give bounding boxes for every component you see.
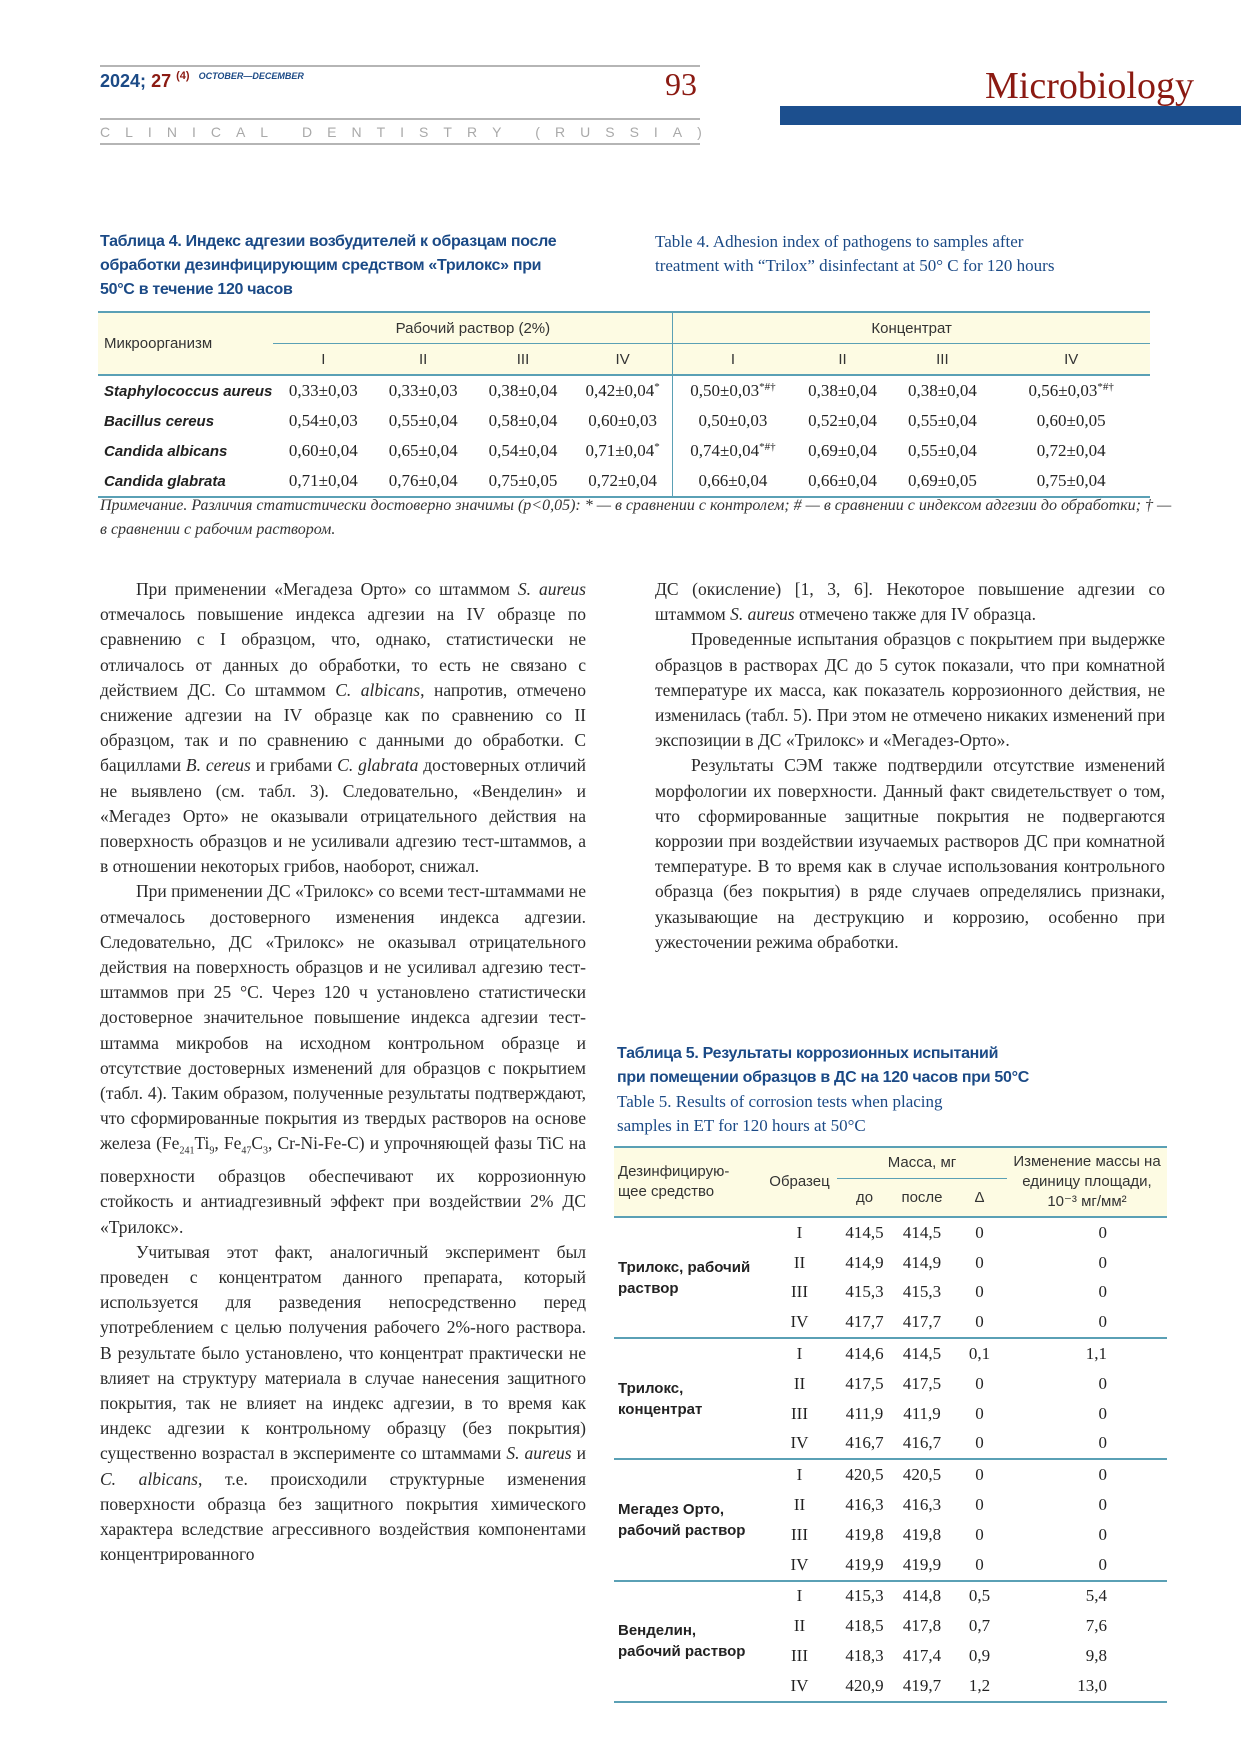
mass-change-per-area: 0 xyxy=(1098,1282,1107,1302)
mass-delta: 0,9 xyxy=(968,1646,991,1666)
col-header-agent: Дезинфицирую-щее средство xyxy=(614,1147,762,1217)
adhesion-value: 0,72±0,04 xyxy=(1036,441,1106,460)
mass-before: 414,9 xyxy=(845,1252,884,1272)
adhesion-value: 0,54±0,03 xyxy=(288,411,358,430)
header-top-rule xyxy=(100,65,700,67)
mass-before: 414,6 xyxy=(837,1338,892,1369)
journal-name xyxy=(100,124,702,140)
sample-id: II xyxy=(793,1616,806,1636)
adhesion-value: 0,75±0,05 xyxy=(488,471,558,490)
paragraph: ДС (окисление) [1, 3, 6]. Некоторое повышение адгезии со штаммом S. aureus отмечено также для IV образца. xyxy=(655,579,1165,625)
table-row xyxy=(98,406,1150,436)
sample-id: III xyxy=(791,1646,808,1666)
mass-after: 416,3 xyxy=(902,1495,942,1515)
sample-id: IV xyxy=(790,1312,809,1332)
mass-change-per-area: 0 xyxy=(1098,1312,1107,1332)
caption-line: 50°C в течение 120 часов xyxy=(100,281,293,298)
journal-letter: I xyxy=(653,124,658,140)
header-bottom-rule xyxy=(100,143,700,145)
sample-id: I xyxy=(762,1581,837,1612)
left-column xyxy=(100,577,586,1567)
journal-letter xyxy=(283,124,287,140)
mass-after: 414,5 xyxy=(892,1338,952,1369)
journal-letter: A xyxy=(235,124,246,140)
organism-name: Candida glabrata xyxy=(104,472,226,490)
adhesion-value: 0,38±0,04 xyxy=(488,381,558,400)
col-header-after: после xyxy=(892,1179,952,1217)
mass-after: 414,9 xyxy=(902,1252,942,1272)
organism-name: Candida albicans xyxy=(104,442,228,460)
adhesion-value: 0,75±0,04 xyxy=(1036,471,1106,490)
sample-id: III xyxy=(791,1282,808,1302)
significance-mark: *#† xyxy=(759,441,776,453)
journal-letter: L xyxy=(260,124,269,140)
mass-before: 415,3 xyxy=(845,1282,884,1302)
mass-change-per-area: 1,1 xyxy=(1007,1338,1167,1369)
mass-after: 417,7 xyxy=(902,1312,942,1332)
journal-letter: C xyxy=(100,124,111,140)
mass-before: 417,7 xyxy=(845,1312,884,1332)
mass-before: 416,3 xyxy=(845,1495,884,1515)
mass-delta: 0,7 xyxy=(968,1616,991,1636)
col-header-change: Изменение массы на единицу площади, 10⁻³ мг/мм² xyxy=(1007,1147,1167,1217)
journal-letter: S xyxy=(629,124,639,140)
adhesion-value: 0,55±0,04 xyxy=(907,411,977,430)
organism-name: Staphylococcus aureus xyxy=(104,382,273,400)
adhesion-value: 0,55±0,04 xyxy=(388,411,458,430)
table4-caption-ru xyxy=(100,230,556,302)
adhesion-value: 0,65±0,04 xyxy=(388,441,458,460)
mass-after: 419,9 xyxy=(902,1554,942,1574)
group-header-concentrate: Концентрат xyxy=(673,312,1150,344)
sample-id: IV xyxy=(790,1675,809,1695)
significance-mark: *#† xyxy=(1097,381,1114,393)
journal-letter: ( xyxy=(535,124,540,140)
sample-id: III xyxy=(791,1403,808,1423)
adhesion-value: 0,42±0,04* xyxy=(585,381,660,400)
mass-after: 420,5 xyxy=(892,1459,952,1490)
adhesion-value: 0,60±0,05 xyxy=(1036,411,1106,430)
caption-line: samples in ET for 120 hours at 50°C xyxy=(617,1116,866,1135)
journal-letter: S xyxy=(419,124,429,140)
paragraph: При применении «Мегадеза Орто» со штаммом S. aureus отмечалось повышение индекса адгезии на IV образце по сравнению с I образцом, что, однако, статистически не отличалось от данных до обработки, то есть не связано с действием ДС. Со штаммом C. albicans, напротив, отмечено снижение адгезии на IV образце как по сравнению со II образцом, так и по сравнению с данными до обработки. С бациллами B. cereus и грибами C. glabrata достоверных отличий не выявлено (см. табл. 3). Следовательно, «Венделин» и «Мегадез Орто» не оказывали отрицательного действия на поверхность образцов и не усиливали адгезию тест-штаммов, а в отношении некоторых грибов, наоборот, снижал. xyxy=(100,579,586,877)
adhesion-value: 0,74±0,04*#† xyxy=(673,436,793,466)
mass-before: 419,8 xyxy=(845,1524,884,1544)
table4-caption-en xyxy=(655,230,1054,278)
paragraph: Учитывая этот факт, аналогичный эксперимент был проведен с концентратом данного препарата, который используется для разведения непосредственно перед употреблением с целью получения рабочего 2%-ного раствора. В результате было установлено, что концентрат практически не влияет на структуру материала в случае нанесения защитного покрытия, так не влияет на индекс адгезии, в то время как индекс адгезии к контрольному образцу (без покрытия) существенно возрастал в эксперименте со штаммами S. aureus и C. albicans, т.е. происходили структурные изменения поверхности образца без защитного покрытия химического характера вследствие агрессивного воздействия компонентами концентрированного xyxy=(100,1241,586,1565)
mass-delta: 0 xyxy=(975,1222,984,1242)
journal-letter: T xyxy=(443,124,452,140)
issue-info xyxy=(100,70,304,92)
mass-after: 416,7 xyxy=(902,1433,942,1453)
adhesion-value: 0,71±0,04* xyxy=(585,441,660,460)
mass-delta: 0 xyxy=(975,1252,984,1272)
journal-letter: I xyxy=(191,124,196,140)
sample-header: II xyxy=(373,344,473,376)
table-row xyxy=(98,466,1150,497)
mass-change-per-area: 5,4 xyxy=(1007,1581,1167,1612)
adhesion-value: 0,50±0,03 xyxy=(673,406,793,436)
adhesion-value: 0,72±0,04 xyxy=(588,471,658,490)
journal-letter: A xyxy=(672,124,683,140)
mass-before: 416,7 xyxy=(845,1433,884,1453)
table5-caption xyxy=(617,1042,1029,1138)
right-column xyxy=(655,577,1165,955)
sample-id: IV xyxy=(790,1554,809,1574)
mass-after: 417,5 xyxy=(902,1373,942,1393)
mass-before: 415,3 xyxy=(837,1581,892,1612)
adhesion-value: 0,71±0,04 xyxy=(288,471,358,490)
mass-after: 415,3 xyxy=(902,1282,942,1302)
sample-header: I xyxy=(273,344,373,376)
journal-letter: N xyxy=(351,124,362,140)
sample-id: I xyxy=(796,1222,803,1242)
sample-header: III xyxy=(892,344,992,376)
adhesion-value: 0,60±0,04 xyxy=(288,441,358,460)
paragraph: Проведенные испытания образцов с покрытием при выдержке образцов в растворах ДС до 5 суток показали, что при комнатной температуре их масса, как показатель коррозионного действия, не изменилась (табл. 5). При этом не отмечено никаких изменений при экспозиции в ДС «Трилокс» и «Мегадез-Орто». xyxy=(655,629,1165,751)
sample-id: II xyxy=(793,1373,806,1393)
adhesion-value: 0,60±0,03 xyxy=(588,411,658,430)
mass-change-per-area: 13,0 xyxy=(1077,1675,1107,1695)
section-bar xyxy=(780,106,1241,125)
mass-after: 411,9 xyxy=(903,1403,941,1423)
journal-letter: R xyxy=(554,124,566,140)
mass-delta: 0 xyxy=(975,1495,984,1515)
mass-delta: 0 xyxy=(975,1403,984,1423)
adhesion-value: 0,76±0,04 xyxy=(388,471,458,490)
sample-id: III xyxy=(791,1524,808,1544)
sample-id: II xyxy=(793,1252,806,1272)
agent-name: Венделин, рабочий раствор xyxy=(614,1581,762,1702)
mass-after: 419,8 xyxy=(902,1524,942,1544)
adhesion-value: 0,52±0,04 xyxy=(808,411,877,430)
journal-letter: I xyxy=(400,124,405,140)
table-row xyxy=(614,1217,1167,1248)
organism-name: Bacillus cereus xyxy=(104,412,215,430)
mass-delta: 0 xyxy=(975,1312,984,1332)
mass-delta: 0,5 xyxy=(952,1581,1007,1612)
sample-id: I xyxy=(762,1338,837,1369)
adhesion-value: 0,69±0,04 xyxy=(808,441,877,460)
journal-letter: D xyxy=(301,124,313,140)
paragraph: При применении ДС «Трилокс» со всеми тест-штаммами не отмечалось достоверного изменения индекса адгезии. Следовательно, ДС «Трилокс» не оказывал отрицательного действия на поверхность образцов и не усиливал адгезию тест-штаммов при 25 °C. Через 120 ч установлено статистически достоверное значительное повышение индекса адгезии тест-штамма микробов на исходном контрольном образце и отсутствие достоверных изменений для образцов с покрытием (табл. 4). Таким образом, полученные результаты подтверждают, что сформированные покрытия из твердых растворов на основе железа ($Fe_{241}Ti_9$, $Fe_{47}C_3$, Cr-Ni-Fe-C) и упрочняющей фазы TiC на поверхности образцов обеспечивают их коррозионную стойкость и антиадгезивный эффект при воздействии 2% ДС «Трилокс». xyxy=(100,881,586,1237)
table-row xyxy=(614,1581,1167,1612)
mass-delta: 0 xyxy=(952,1459,1007,1490)
mass-after: 419,7 xyxy=(902,1675,942,1695)
issue-period: OCTOBER—DECEMBER xyxy=(198,71,304,81)
group-header-working: Рабочий раствор (2%) xyxy=(273,312,672,344)
mass-delta: 1,2 xyxy=(968,1675,991,1695)
journal-letter: L xyxy=(125,124,133,140)
adhesion-value: 0,33±0,03 xyxy=(288,381,358,400)
mass-change-per-area: 0 xyxy=(1007,1459,1167,1490)
adhesion-value: 0,54±0,04 xyxy=(488,441,558,460)
mass-change-per-area: 9,8 xyxy=(1085,1646,1107,1666)
mass-before: 420,9 xyxy=(845,1675,884,1695)
sample-header: III xyxy=(473,344,573,376)
col-header-mass: Масса, мг xyxy=(837,1147,1007,1179)
mass-before: 418,3 xyxy=(845,1646,884,1666)
significance-mark: *#† xyxy=(759,381,776,393)
sample-header: II xyxy=(793,344,893,376)
significance-mark: * xyxy=(654,381,660,393)
mass-change-per-area: 0 xyxy=(1098,1495,1107,1515)
sample-header: IV xyxy=(992,344,1150,376)
col-header-sample: Образец xyxy=(762,1147,837,1217)
mass-before: 420,5 xyxy=(837,1459,892,1490)
journal-letter xyxy=(516,124,520,140)
adhesion-value: 0,38±0,04 xyxy=(907,381,977,400)
page-number: 93 xyxy=(665,66,697,102)
journal-letter: ) xyxy=(697,124,702,140)
table4 xyxy=(98,311,1150,498)
mass-change-per-area: 0 xyxy=(1098,1433,1107,1453)
col-header-before: до xyxy=(837,1179,892,1217)
mass-change-per-area: 0 xyxy=(1098,1252,1107,1272)
mass-before: 418,5 xyxy=(845,1616,884,1636)
issue-volume: 27 xyxy=(151,71,172,91)
mass-change-per-area: 0 xyxy=(1098,1524,1107,1544)
mass-change-per-area: 0 xyxy=(1098,1403,1107,1423)
mass-before: 414,5 xyxy=(845,1222,884,1242)
adhesion-value: 0,69±0,05 xyxy=(907,471,977,490)
sample-id: I xyxy=(762,1459,837,1490)
section-title: Microbiology xyxy=(985,65,1194,107)
journal-letter: N xyxy=(166,124,177,140)
col-header-delta: Δ xyxy=(952,1179,1007,1217)
mass-before: 419,9 xyxy=(845,1554,884,1574)
caption-line: Table 4. Adhesion index of pathogens to samples after xyxy=(655,232,1024,251)
mass-delta: 0 xyxy=(975,1433,984,1453)
caption-line: treatment with “Trilox” disinfectant at 50° C for 120 hours xyxy=(655,256,1055,275)
caption-line: при помещении образцов в ДС на 120 часов при 50°C xyxy=(617,1069,1029,1086)
caption-line: Таблица 5. Результаты коррозионных испытаний xyxy=(617,1045,999,1062)
agent-name: Трилокс, рабочий раствор xyxy=(618,1258,751,1297)
mass-delta: 0,1 xyxy=(952,1338,1007,1369)
caption-line: Таблица 4. Индекс адгезии возбудителей к образцам после xyxy=(100,233,557,250)
mass-before: 411,9 xyxy=(845,1403,884,1423)
journal-letter: S xyxy=(605,124,615,140)
header-mid-rule xyxy=(100,118,700,120)
journal-letter: E xyxy=(327,124,337,140)
table4-note: Примечание. Различия статистически достоверно значимы (p<0,05): * — в сравнении с контролем; # — в сравнении с индексом адгезии до обработки; † — в сравнении с рабочим раствором. xyxy=(100,497,1172,538)
paragraph: Результаты СЭМ также подтвердили отсутствие изменений морфологии их поверхности. Данный факт свидетельствует о том, что сформированные защитные покрытия не подвергаются коррозии при воздействии изучаемых растворов ДС при комнатной температуре. В то время как в случае использования контрольного образца (без покрытия) в ряде случаев определялись признаки, указывающие на деструкцию и коррозию, особенно при ужесточении режима обработки. xyxy=(655,755,1165,952)
issue-year: 2024; xyxy=(100,71,147,91)
agent-name: Мегадез Орто, рабочий раствор xyxy=(614,1459,762,1580)
caption-line: Table 5. Results of corrosion tests when placing xyxy=(617,1092,943,1111)
journal-letter: C xyxy=(210,124,221,140)
sample-header: IV xyxy=(573,344,673,376)
mass-change-per-area: 0 xyxy=(1098,1554,1107,1574)
sample-id: II xyxy=(793,1495,806,1515)
sample-header: I xyxy=(673,344,793,376)
mass-delta: 0 xyxy=(975,1373,984,1393)
journal-letter: I xyxy=(147,124,152,140)
table-row xyxy=(98,436,1150,466)
adhesion-value: 0,66±0,04 xyxy=(673,466,793,497)
journal-letter: R xyxy=(466,124,478,140)
mass-change-per-area: 0 xyxy=(1098,1373,1107,1393)
adhesion-value: 0,58±0,04 xyxy=(488,411,558,430)
significance-mark: * xyxy=(654,441,660,453)
adhesion-value: 0,56±0,03*#† xyxy=(1028,381,1114,400)
table-row xyxy=(614,1338,1167,1369)
mass-delta: 0 xyxy=(975,1282,984,1302)
table-row xyxy=(614,1459,1167,1490)
table-row xyxy=(98,375,1150,406)
journal-letter: Y xyxy=(492,124,502,140)
mass-change-per-area: 7,6 xyxy=(1085,1616,1107,1636)
mass-change-per-area: 0 xyxy=(1098,1222,1107,1242)
adhesion-value: 0,55±0,04 xyxy=(907,441,977,460)
mass-after: 417,8 xyxy=(902,1616,942,1636)
mass-after: 414,8 xyxy=(892,1581,952,1612)
journal-letter: U xyxy=(580,124,591,140)
mass-after: 417,4 xyxy=(902,1646,942,1666)
col-header-organism: Микроорганизм xyxy=(98,312,273,375)
adhesion-value: 0,33±0,03 xyxy=(388,381,458,400)
mass-delta: 0 xyxy=(975,1524,984,1544)
adhesion-value: 0,50±0,03*#† xyxy=(673,375,793,406)
sample-id: IV xyxy=(790,1433,809,1453)
adhesion-value: 0,38±0,04 xyxy=(808,381,877,400)
mass-before: 417,5 xyxy=(845,1373,884,1393)
agent-name: Трилокс, концентрат xyxy=(614,1338,762,1459)
journal-letter: T xyxy=(376,124,386,140)
issue-number: (4) xyxy=(176,70,190,82)
table5 xyxy=(614,1146,1167,1703)
mass-delta: 0 xyxy=(975,1554,984,1574)
adhesion-value: 0,66±0,04 xyxy=(808,471,877,490)
mass-after: 414,5 xyxy=(902,1222,942,1242)
caption-line: обработки дезинфицирующим средством «Трилокс» при xyxy=(100,257,542,274)
